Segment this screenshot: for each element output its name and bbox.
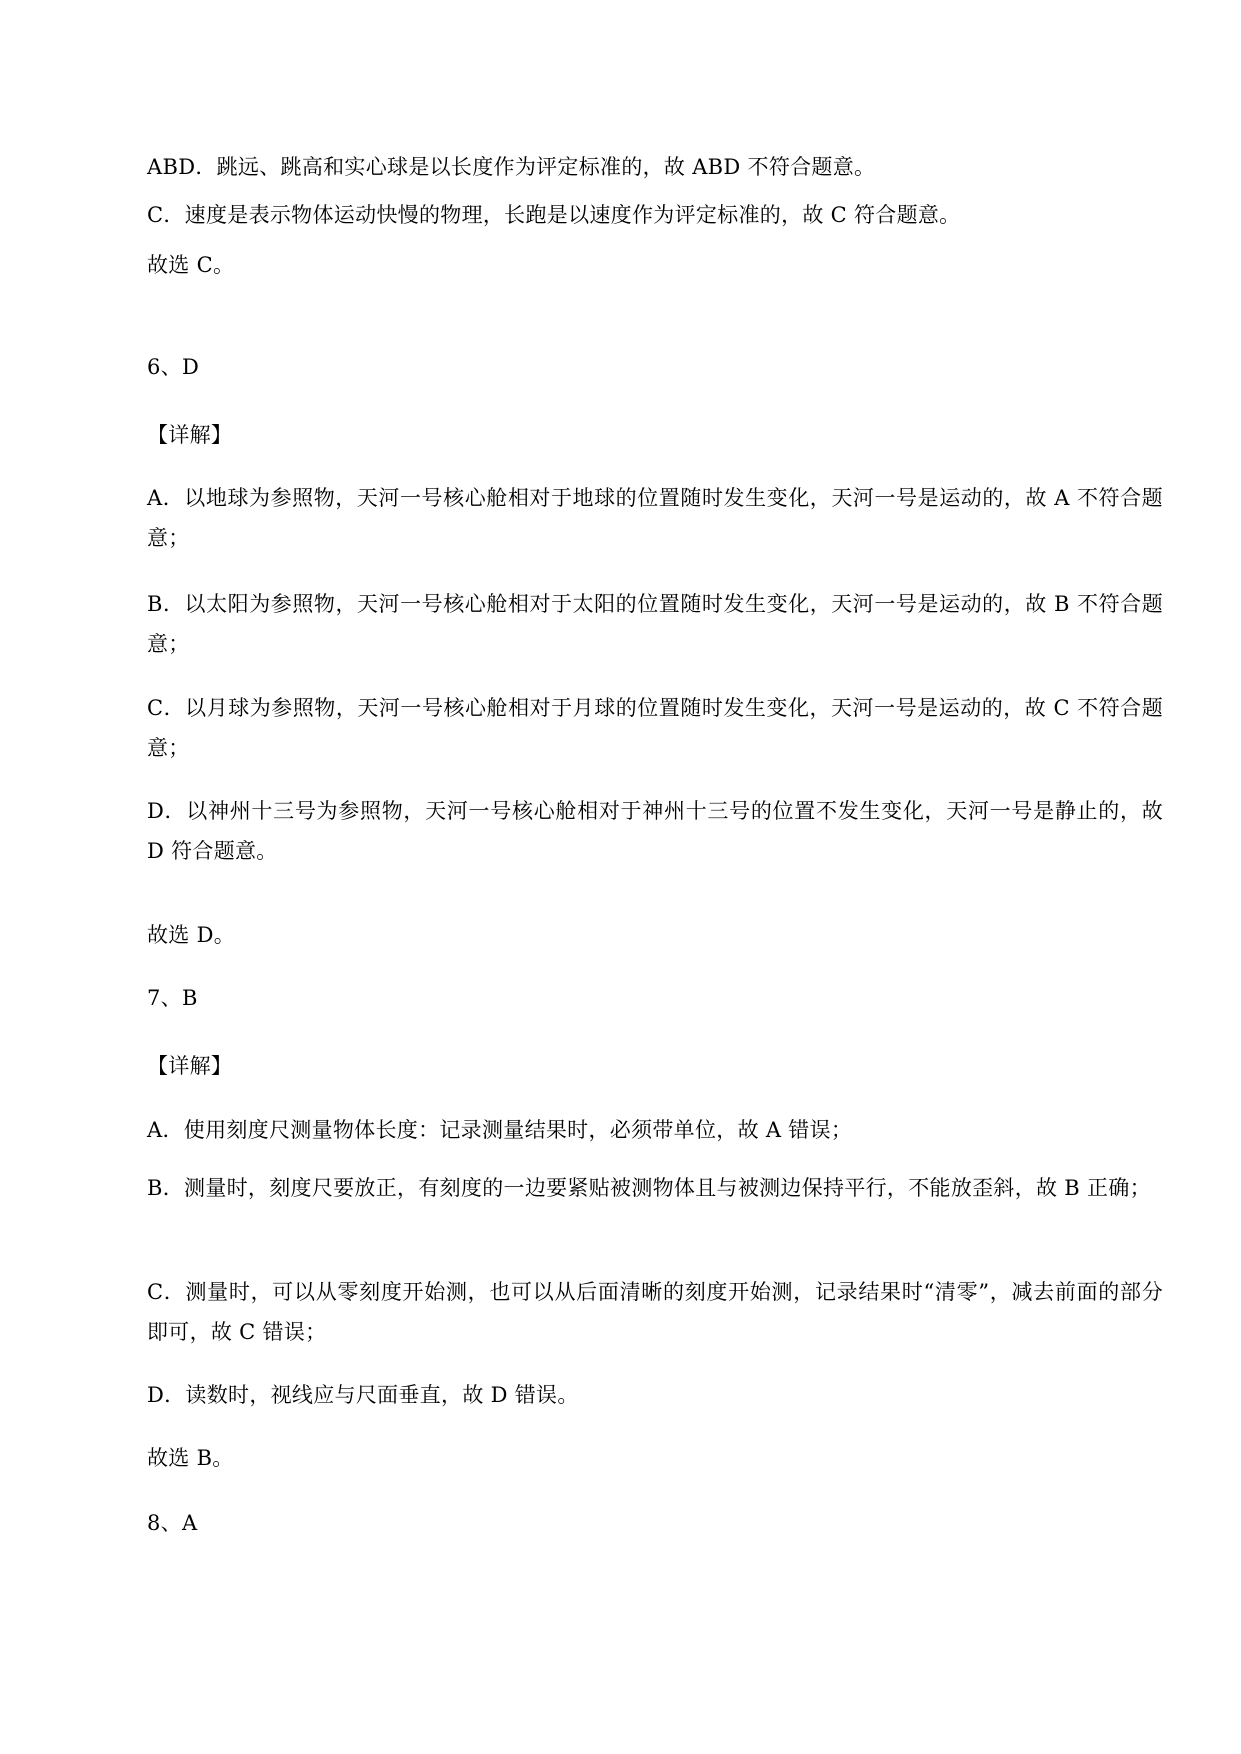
detail-heading-6: 【详解】 xyxy=(147,423,233,447)
paragraph-7c: C．测量时，可以从零刻度开始测，也可以从后面清晰的刻度开始测，记录结果时“清零”，减去前面的部分即可，故 C 错误； xyxy=(147,1280,1163,1344)
paragraph-7d: D．读数时，视线应与尺面垂直，故 D 错误。 xyxy=(147,1383,579,1407)
question-8-answer: 8、A xyxy=(147,1511,198,1535)
paragraph-abd-explanation: ABD．跳远、跳高和实心球是以长度作为评定标准的，故 ABD 不符合题意。 xyxy=(147,155,876,179)
question-7-answer: 7、B xyxy=(147,986,198,1010)
paragraph-7a: A．使用刻度尺测量物体长度：记录测量结果时，必须带单位，故 A 错误； xyxy=(147,1118,853,1142)
paragraph-answer-5: 故选 C。 xyxy=(147,253,235,277)
question-6-answer: 6、D xyxy=(147,355,200,379)
paragraph-6c: C．以月球为参照物，天河一号核心舱相对于月球的位置随时发生变化，天河一号是运动的，故 C 不符合题意； xyxy=(147,696,1163,760)
paragraph-6d: D．以神州十三号为参照物，天河一号核心舱相对于神州十三号的位置不发生变化，天河一号是静止的，故 D 符合题意。 xyxy=(147,799,1163,863)
paragraph-7b: B．测量时，刻度尺要放正，有刻度的一边要紧贴被测物体且与被测边保持平行，不能放歪斜，故 B 正确； xyxy=(147,1176,1151,1200)
paragraph-answer-6: 故选 D。 xyxy=(147,923,236,947)
paragraph-answer-7: 故选 B。 xyxy=(147,1446,234,1470)
detail-heading-7: 【详解】 xyxy=(147,1054,233,1078)
paragraph-6b: B．以太阳为参照物，天河一号核心舱相对于太阳的位置随时发生变化，天河一号是运动的，故 B 不符合题意； xyxy=(147,592,1163,656)
paragraph-c-explanation: C．速度是表示物体运动快慢的物理，长跑是以速度作为评定标准的，故 C 符合题意。 xyxy=(147,203,961,227)
paragraph-6a: A．以地球为参照物，天河一号核心舱相对于地球的位置随时发生变化，天河一号是运动的，故 A 不符合题意； xyxy=(147,486,1163,550)
